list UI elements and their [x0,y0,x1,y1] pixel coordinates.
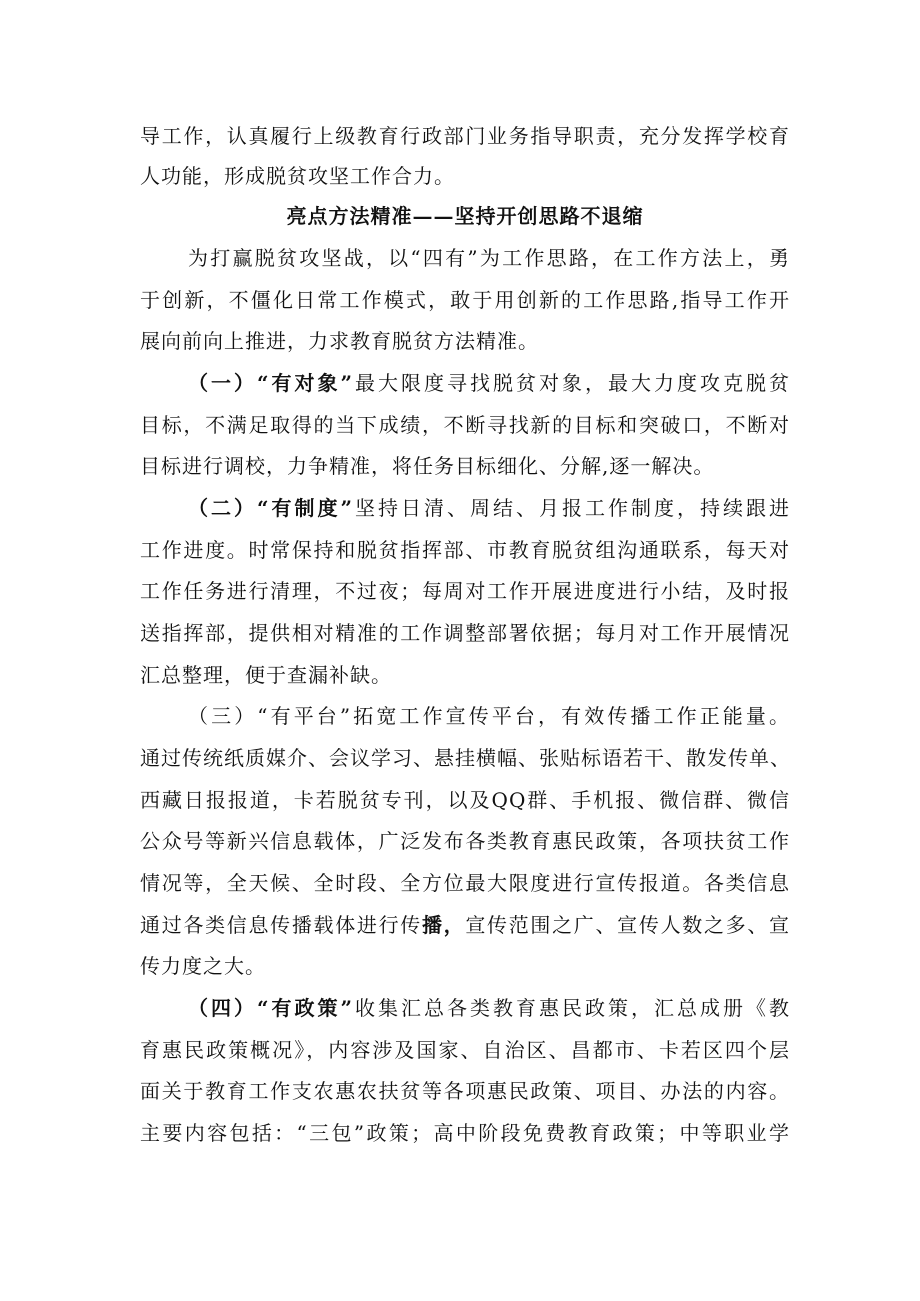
item1-line-1 [188,371,790,395]
item4-line-4: 主要内容包括：“三包”政策；高中阶段免费教育政策；中等职业学 [140,1121,790,1145]
item4-text-1: 收集汇总各类教育惠民政策，汇总成册《教 [353,996,791,1020]
section-line-3: 展向前向上推进，力求教育脱贫方法精准。 [140,329,539,353]
section-line-2: 于创新，不僵化日常工作模式，敢于用创新的工作思路,指导工作开 [140,288,790,312]
item1-line-2: 目标，不满足取得的当下成绩，不断寻找新的目标和突破口，不断对 [140,413,790,437]
item2-line-5: 汇总整理，便于查漏补缺。 [140,663,392,687]
item4-label: （四）“有政策” [188,996,354,1020]
item3-label: （三）“有平台” [188,704,352,728]
item3-text-1: 拓宽工作宣传平台，有效传播工作正能量。 [351,704,791,728]
item3-line6-c: 宣传范围之广、宣传人数之多、宣 [465,913,791,937]
item2-line-1 [188,496,790,520]
item1-text-1: 最大限度寻找脱贫对象，最大力度攻克脱贫 [353,371,791,395]
item3-line-1 [188,704,790,728]
item3-line6-a: 通过各类信息传播载体进行传 [140,913,422,937]
item3-line-7: 传力度之大。 [140,954,266,978]
section-line-1: 为打赢脱贫攻坚战，以“四有”为工作思路，在工作方法上，勇 [188,246,790,270]
section-heading: 亮点方法精准——坚持开创思路不退缩 [286,204,644,228]
item1-line-3: 目标进行调校，力争精准，将任务目标细化、分解,逐一解决。 [140,454,715,478]
item4-line-2: 育惠民政策概况》，内容涉及国家、自治区、昌都市、卡若区四个层 [140,1038,790,1062]
item1-label: （一）“有对象” [188,371,354,395]
item2-line-4: 送指挥部，提供相对精准的工作调整部署依据；每月对工作开展情况 [140,621,790,645]
item4-line-1 [188,996,790,1020]
item3-line-3: 西藏日报报道，卡若脱贫专刊，以及QQ群、手机报、微信群、微信 [140,788,790,812]
item2-line-2: 工作进度。时常保持和脱贫指挥部、市教育脱贫组沟通联系，每天对 [140,538,790,562]
item3-line6-b: 播， [421,913,466,937]
item2-line-3: 工作任务进行清理，不过夜；每周对工作开展进度进行小结，及时报 [140,579,790,603]
item2-label: （二）“有制度” [188,496,354,520]
intro-line-1: 导工作，认真履行上级教育行政部门业务指导职责，充分发挥学校育 [140,124,790,148]
item2-text-1: 坚持日清、周结、月报工作制度，持续跟进 [353,496,791,520]
intro-line-2: 人功能，形成脱贫攻坚工作合力。 [140,164,455,188]
item3-line-4: 公众号等新兴信息载体，广泛发布各类教育惠民政策，各项扶贫工作 [140,829,790,853]
item3-line-5: 情况等，全天候、全时段、全方位最大限度进行宣传报道。各类信息 [140,871,790,895]
item3-line-6 [140,913,790,937]
item4-line-3: 面关于教育工作支农惠农扶贫等各项惠民政策、项目、办法的内容。 [140,1079,790,1103]
item3-line-2: 通过传统纸质媒介、会议学习、悬挂横幅、张贴标语若干、散发传单、 [140,746,791,770]
